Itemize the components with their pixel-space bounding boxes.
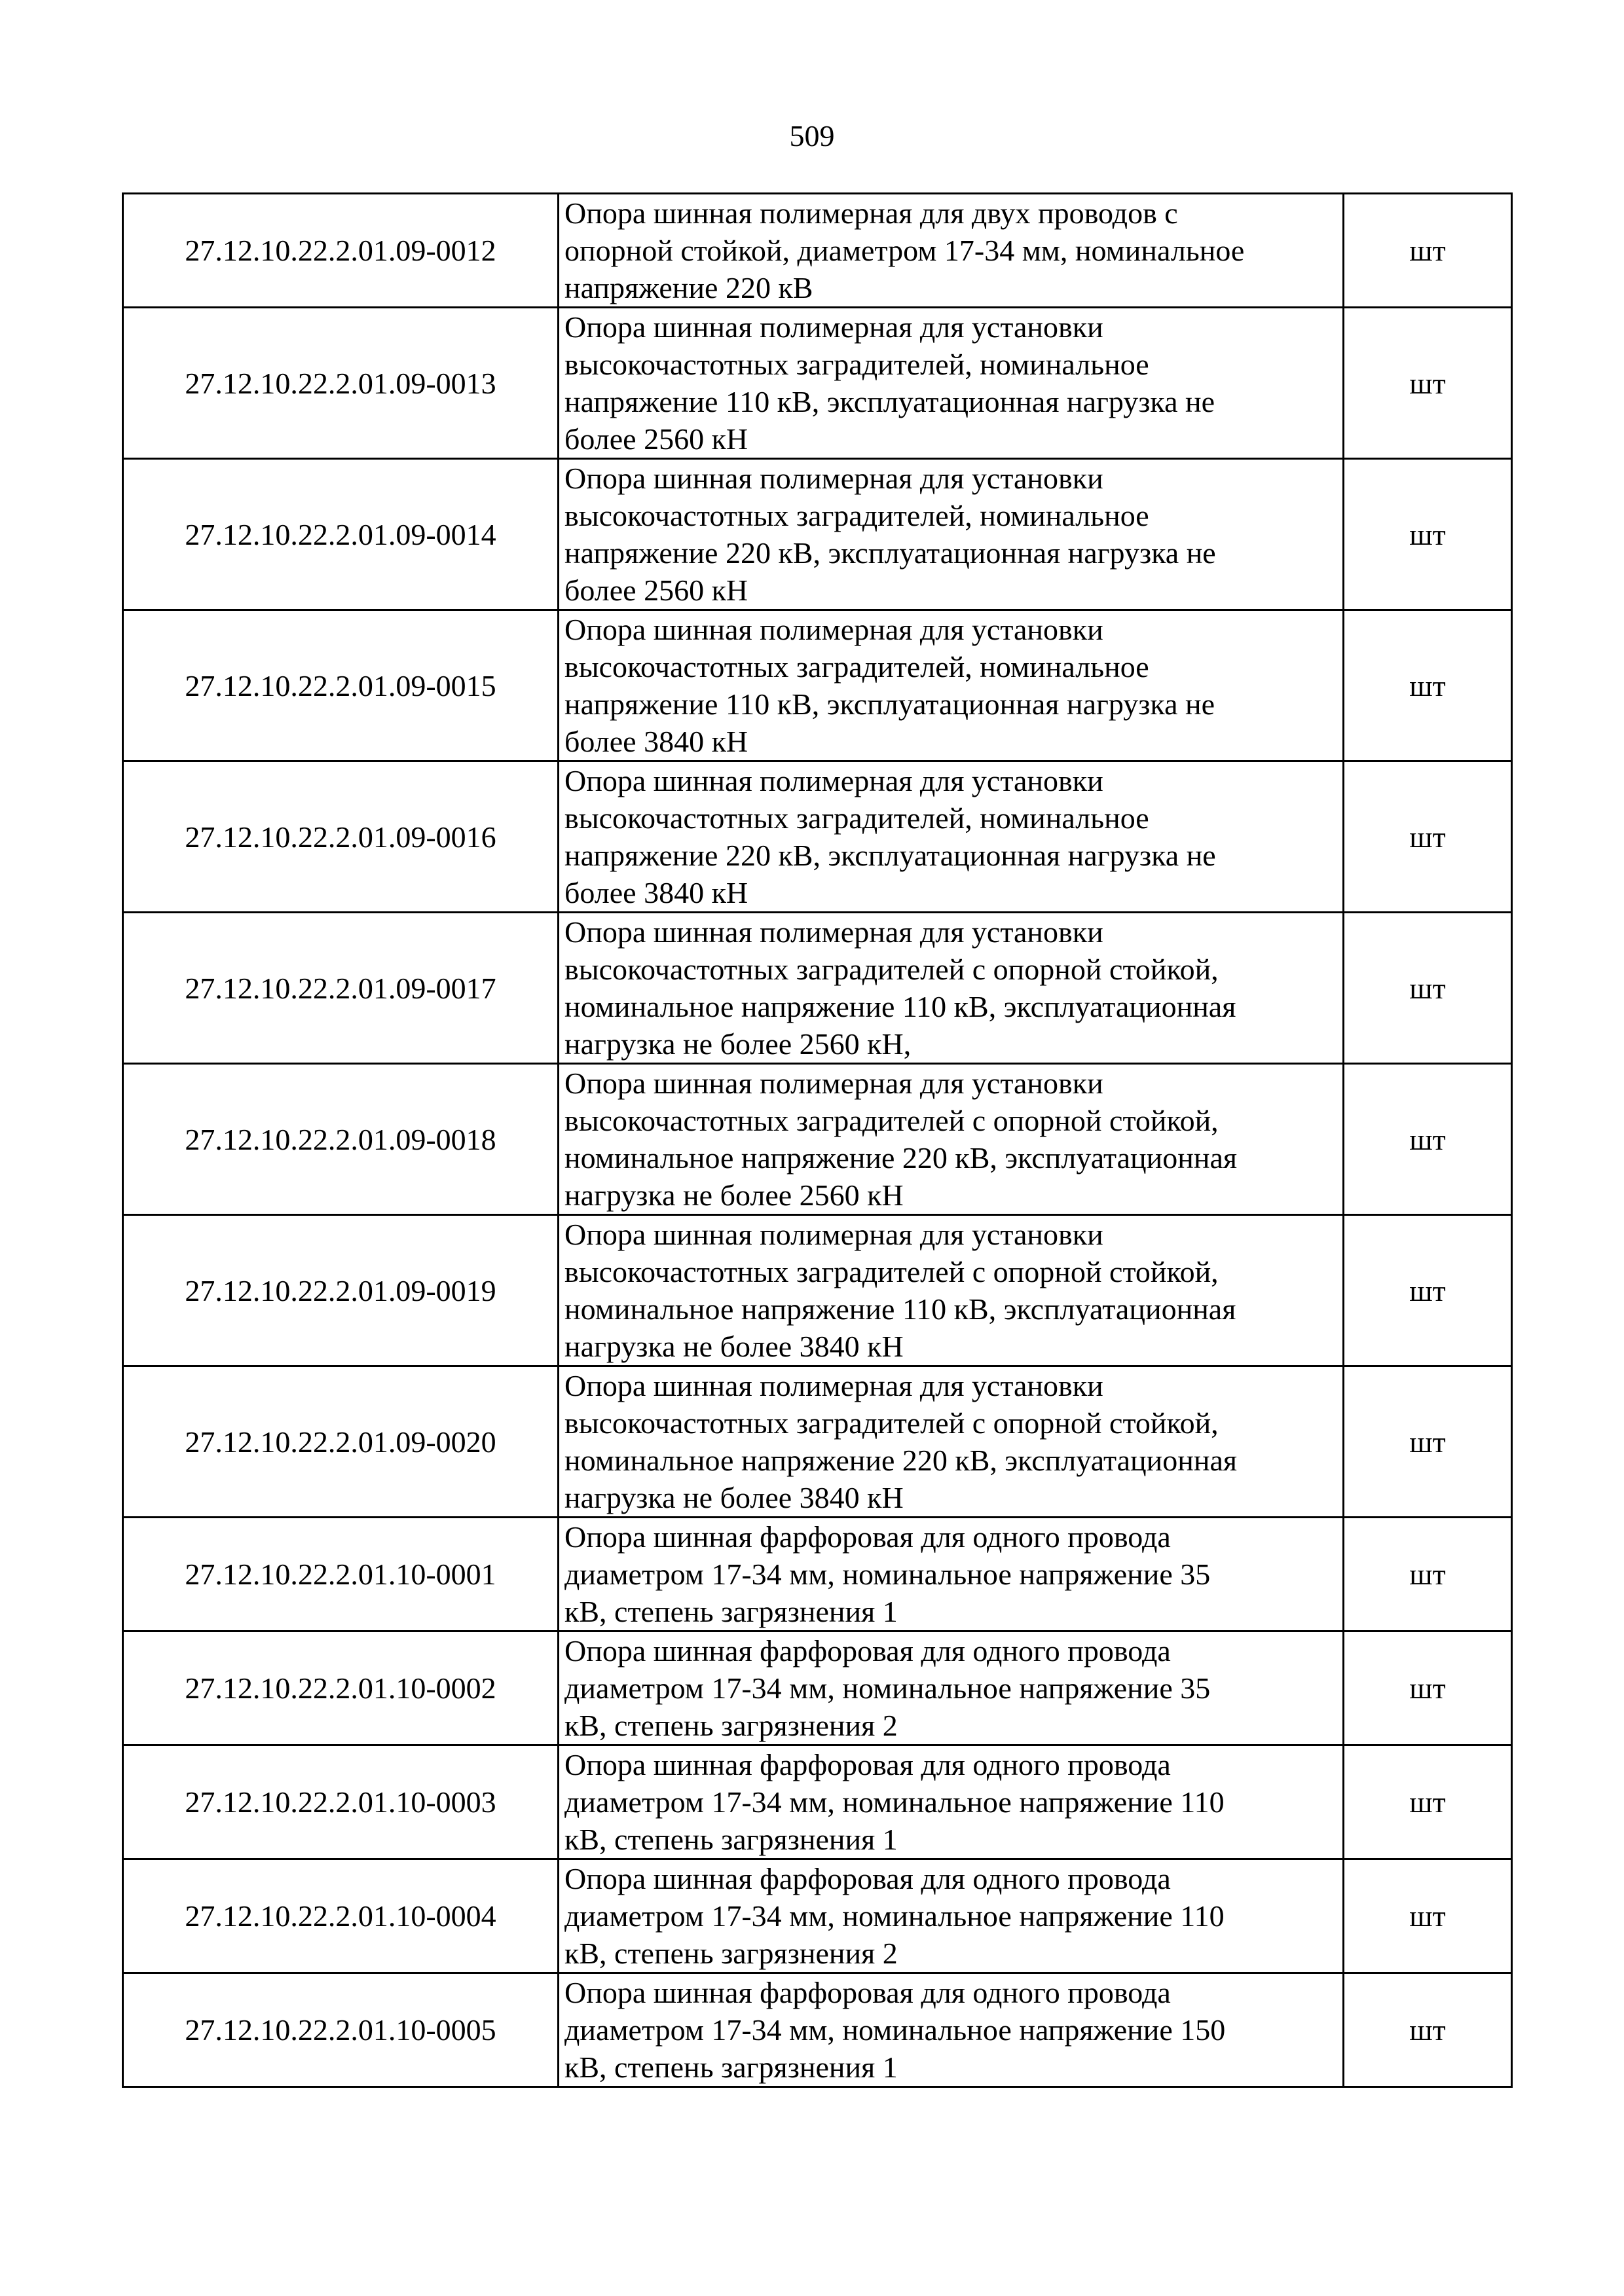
description-line: диаметром 17-34 мм, номинальное напряжение 35 bbox=[564, 1671, 1211, 1705]
description-line: высокочастотных заградителей с опорной стойкой, bbox=[564, 1406, 1219, 1440]
item-unit: шт bbox=[1344, 194, 1512, 308]
item-unit: шт bbox=[1344, 1631, 1512, 1745]
item-unit: шт bbox=[1344, 761, 1512, 913]
description-line: кВ, степень загрязнения 1 bbox=[564, 2050, 898, 2084]
item-unit: шт bbox=[1344, 1064, 1512, 1215]
description-line: Опора шинная фарфоровая для одного провода bbox=[564, 1748, 1171, 1781]
item-description bbox=[559, 761, 1344, 913]
description-line: диаметром 17-34 мм, номинальное напряжение 110 bbox=[564, 1785, 1225, 1819]
description-line: Опора шинная фарфоровая для одного провода bbox=[564, 1976, 1171, 2009]
item-description bbox=[559, 1859, 1344, 1973]
description-line: напряжение 220 кВ, эксплуатационная нагрузка не bbox=[564, 839, 1216, 872]
description-line: Опора шинная полимерная для установки bbox=[564, 1218, 1103, 1251]
item-unit: шт bbox=[1344, 610, 1512, 761]
table-row bbox=[123, 459, 1512, 610]
item-code: 27.12.10.22.2.01.09-0020 bbox=[123, 1366, 559, 1518]
item-unit: шт bbox=[1344, 459, 1512, 610]
item-description bbox=[559, 1215, 1344, 1366]
item-code: 27.12.10.22.2.01.09-0019 bbox=[123, 1215, 559, 1366]
item-unit: шт bbox=[1344, 913, 1512, 1064]
item-unit: шт bbox=[1344, 1518, 1512, 1631]
item-code: 27.12.10.22.2.01.10-0002 bbox=[123, 1631, 559, 1745]
description-line: Опора шинная полимерная для установки bbox=[564, 310, 1103, 344]
description-line: Опора шинная полимерная для установки bbox=[564, 764, 1103, 797]
description-line: более 3840 кН bbox=[564, 725, 748, 758]
item-code: 27.12.10.22.2.01.10-0003 bbox=[123, 1745, 559, 1859]
description-line: кВ, степень загрязнения 1 bbox=[564, 1595, 898, 1628]
item-code: 27.12.10.22.2.01.09-0015 bbox=[123, 610, 559, 761]
item-unit: шт bbox=[1344, 1859, 1512, 1973]
item-description bbox=[559, 1518, 1344, 1631]
table-row bbox=[123, 1064, 1512, 1215]
item-unit: шт bbox=[1344, 1215, 1512, 1366]
description-line: высокочастотных заградителей, номинальное bbox=[564, 801, 1149, 835]
item-code: 27.12.10.22.2.01.10-0005 bbox=[123, 1973, 559, 2087]
description-line: кВ, степень загрязнения 2 bbox=[564, 1709, 898, 1742]
description-line: номинальное напряжение 220 кВ, эксплуатационная bbox=[564, 1444, 1238, 1477]
item-unit: шт bbox=[1344, 1745, 1512, 1859]
item-description bbox=[559, 459, 1344, 610]
item-unit: шт bbox=[1344, 308, 1512, 459]
description-line: номинальное напряжение 110 кВ, эксплуатационная bbox=[564, 990, 1236, 1023]
description-line: высокочастотных заградителей, номинальное bbox=[564, 650, 1149, 683]
table-row bbox=[123, 1631, 1512, 1745]
table-row bbox=[123, 1518, 1512, 1631]
table-row bbox=[123, 1973, 1512, 2087]
description-line: Опора шинная фарфоровая для одного провода bbox=[564, 1862, 1171, 1895]
description-line: номинальное напряжение 110 кВ, эксплуатационная bbox=[564, 1292, 1236, 1326]
description-line: более 3840 кН bbox=[564, 876, 748, 909]
description-line: Опора шинная фарфоровая для одного провода bbox=[564, 1520, 1171, 1554]
description-line: высокочастотных заградителей, номинальное bbox=[564, 348, 1149, 381]
description-line: более 2560 кН bbox=[564, 422, 748, 456]
item-code: 27.12.10.22.2.01.09-0012 bbox=[123, 194, 559, 308]
item-description bbox=[559, 610, 1344, 761]
item-code: 27.12.10.22.2.01.09-0016 bbox=[123, 761, 559, 913]
description-line: высокочастотных заградителей с опорной стойкой, bbox=[564, 953, 1219, 986]
item-description bbox=[559, 194, 1344, 308]
item-description bbox=[559, 1745, 1344, 1859]
item-unit: шт bbox=[1344, 1366, 1512, 1518]
description-line: напряжение 220 кВ, эксплуатационная нагрузка не bbox=[564, 536, 1216, 570]
item-description bbox=[559, 1366, 1344, 1518]
description-line: Опора шинная полимерная для установки bbox=[564, 1369, 1103, 1402]
item-description bbox=[559, 308, 1344, 459]
table-row bbox=[123, 194, 1512, 308]
description-line: высокочастотных заградителей с опорной стойкой, bbox=[564, 1255, 1219, 1288]
description-line: напряжение 220 кВ bbox=[564, 271, 813, 304]
item-unit: шт bbox=[1344, 1973, 1512, 2087]
description-line: диаметром 17-34 мм, номинальное напряжение 150 bbox=[564, 2013, 1226, 2047]
description-line: высокочастотных заградителей с опорной стойкой, bbox=[564, 1104, 1219, 1137]
item-code: 27.12.10.22.2.01.09-0013 bbox=[123, 308, 559, 459]
description-line: напряжение 110 кВ, эксплуатационная нагрузка не bbox=[564, 385, 1215, 418]
description-line: опорной стойкой, диаметром 17-34 мм, номинальное bbox=[564, 234, 1245, 267]
description-line: высокочастотных заградителей, номинальное bbox=[564, 499, 1149, 532]
description-line: напряжение 110 кВ, эксплуатационная нагрузка не bbox=[564, 687, 1215, 721]
description-line: номинальное напряжение 220 кВ, эксплуатационная bbox=[564, 1141, 1238, 1175]
catalog-table-body bbox=[123, 194, 1512, 2087]
item-description bbox=[559, 1631, 1344, 1745]
table-row bbox=[123, 308, 1512, 459]
description-line: нагрузка не более 2560 кН, bbox=[564, 1027, 912, 1061]
table-row bbox=[123, 1745, 1512, 1859]
item-description bbox=[559, 913, 1344, 1064]
description-line: кВ, степень загрязнения 2 bbox=[564, 1937, 898, 1970]
table-row bbox=[123, 913, 1512, 1064]
page-number: 509 bbox=[789, 119, 835, 153]
description-line: нагрузка не более 3840 кН bbox=[564, 1330, 904, 1363]
table-row bbox=[123, 1215, 1512, 1366]
item-code: 27.12.10.22.2.01.10-0004 bbox=[123, 1859, 559, 1973]
item-description bbox=[559, 1973, 1344, 2087]
item-code: 27.12.10.22.2.01.09-0018 bbox=[123, 1064, 559, 1215]
catalog-table bbox=[122, 192, 1513, 2088]
description-line: Опора шинная полимерная для установки bbox=[564, 613, 1103, 646]
table-row bbox=[123, 610, 1512, 761]
description-line: более 2560 кН bbox=[564, 574, 748, 607]
table-row bbox=[123, 1366, 1512, 1518]
description-line: диаметром 17-34 мм, номинальное напряжение 35 bbox=[564, 1558, 1211, 1591]
description-line: Опора шинная полимерная для двух проводов с bbox=[564, 196, 1178, 230]
description-line: Опора шинная фарфоровая для одного провода bbox=[564, 1634, 1171, 1667]
description-line: нагрузка не более 3840 кН bbox=[564, 1481, 904, 1514]
item-description bbox=[559, 1064, 1344, 1215]
description-line: кВ, степень загрязнения 1 bbox=[564, 1823, 898, 1856]
description-line: Опора шинная полимерная для установки bbox=[564, 1066, 1103, 1100]
table-row bbox=[123, 761, 1512, 913]
table-row bbox=[123, 1859, 1512, 1973]
description-line: Опора шинная полимерная для установки bbox=[564, 462, 1103, 495]
description-line: диаметром 17-34 мм, номинальное напряжение 110 bbox=[564, 1899, 1225, 1933]
item-code: 27.12.10.22.2.01.10-0001 bbox=[123, 1518, 559, 1631]
description-line: Опора шинная полимерная для установки bbox=[564, 915, 1103, 949]
description-line: нагрузка не более 2560 кН bbox=[564, 1178, 904, 1212]
item-code: 27.12.10.22.2.01.09-0017 bbox=[123, 913, 559, 1064]
item-code: 27.12.10.22.2.01.09-0014 bbox=[123, 459, 559, 610]
